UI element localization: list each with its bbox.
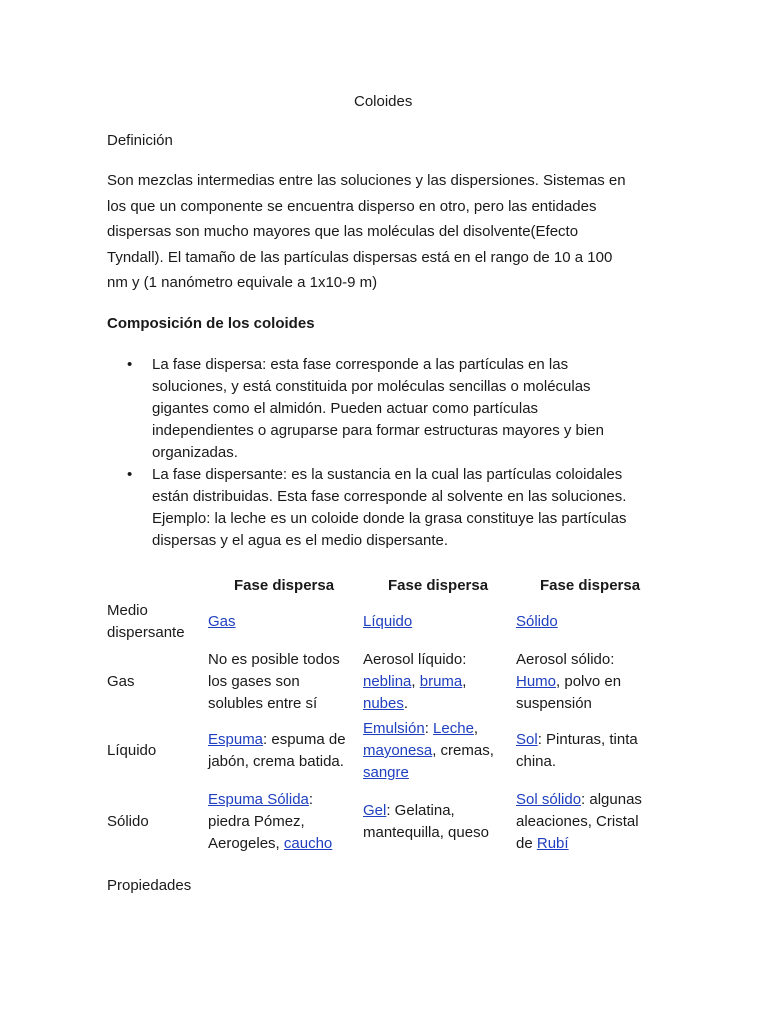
- cell-text: Aerogeles,: [208, 835, 284, 852]
- cell-line: [516, 729, 638, 751]
- cell-line: jabón, crema batida.: [208, 753, 344, 770]
- row-label-line: Medio: [107, 602, 148, 619]
- definition-line: dispersas son mucho mayores que las moléculas del disolvente(Efecto: [107, 223, 579, 240]
- bullet-list: [107, 354, 677, 552]
- table-header: Fase dispersa: [388, 577, 489, 594]
- page-title: Coloides: [354, 93, 413, 110]
- cell-line: [363, 762, 494, 784]
- definition-line: Tyndall). El tamaño de las partículas dispersas está en el rango de 10 a 100: [107, 248, 613, 266]
- link-sangre[interactable]: sangre: [363, 764, 409, 781]
- cell-text: ,: [473, 720, 479, 737]
- composition-heading: Composición de los coloides: [107, 315, 315, 332]
- cell-text: :: [424, 720, 434, 737]
- bullet-line: están distribuidas. Esta fase corresponde al solvente en las soluciones.: [152, 488, 627, 505]
- link-neblina[interactable]: neblina: [363, 673, 412, 690]
- row-label-liquido: Líquido: [107, 742, 157, 759]
- cell-text: :: [308, 791, 314, 808]
- cell-text: .: [403, 695, 409, 712]
- link-mayonesa[interactable]: mayonesa: [363, 742, 433, 759]
- cell-line: Aerosol sólido:: [516, 651, 615, 668]
- table-header: Fase dispersa: [540, 577, 641, 594]
- cell-line: [363, 671, 466, 693]
- row-label-line: dispersante: [107, 624, 185, 641]
- cell-line: solubles entre sí: [208, 695, 318, 712]
- cell-line: mantequilla, queso: [363, 824, 489, 841]
- bullet-line: La fase dispersante: es la sustancia en la cual las partículas coloidales: [152, 466, 623, 483]
- cell-text: : algunas: [581, 791, 642, 808]
- link-rubi[interactable]: Rubí: [536, 835, 569, 852]
- cell-text: , polvo en: [556, 673, 622, 690]
- link-bruma[interactable]: bruma: [419, 673, 463, 690]
- bullet-item: [107, 354, 677, 464]
- cell-line: No es posible todos: [208, 651, 340, 668]
- bullet-line: organizadas.: [152, 444, 238, 461]
- link-humo[interactable]: Humo: [516, 673, 557, 690]
- link-gas[interactable]: Gas: [208, 613, 236, 630]
- link-liquido[interactable]: Líquido: [363, 613, 413, 630]
- cell-line: [208, 729, 346, 751]
- table-cell: [363, 649, 466, 715]
- link-espuma[interactable]: Espuma: [208, 731, 264, 748]
- bullet-line: dispersas y el agua es el medio dispersante.: [152, 532, 449, 549]
- definition-line: los que un componente se encuentra disperso en otro, pero las entidades: [107, 197, 597, 215]
- link-espuma-solida[interactable]: Espuma Sólida: [208, 791, 309, 808]
- cell-line: [516, 671, 621, 693]
- cell-line: [516, 833, 642, 855]
- table-cell: [208, 649, 340, 715]
- definition-heading: Definición: [107, 132, 173, 149]
- cell-line: Aerosol líquido:: [363, 651, 467, 668]
- cell-line: china.: [516, 753, 557, 770]
- table-cell: [516, 611, 558, 633]
- link-sol[interactable]: Sol: [516, 731, 538, 748]
- link-emulsion[interactable]: Emulsión: [363, 720, 425, 737]
- bullet-item: [107, 464, 677, 552]
- bullet-line: La fase dispersa: esta fase corresponde a las partículas en las: [152, 356, 569, 373]
- definition-paragraph: [107, 168, 667, 296]
- bullet-dot-icon: •: [127, 466, 133, 483]
- cell-line: suspensión: [516, 695, 592, 712]
- cell-text: : Gelatina,: [386, 802, 455, 819]
- table-cell: [516, 729, 638, 773]
- cell-line: [516, 789, 642, 811]
- cell-line: [363, 693, 466, 715]
- cell-line: [363, 740, 494, 762]
- cell-text: ,: [462, 673, 467, 690]
- row-label-gas: Gas: [107, 673, 135, 690]
- cell-text: : espuma de: [263, 731, 346, 748]
- table-cell: [516, 789, 642, 855]
- bullet-line: soluciones, y está constituida por moléculas sencillas o moléculas: [152, 378, 591, 395]
- table-cell: [208, 729, 346, 773]
- cell-text: ,: [411, 673, 420, 690]
- bullet-line: gigantes como el almidón. Pueden actuar como partículas: [152, 400, 539, 417]
- cell-line: aleaciones, Cristal: [516, 813, 639, 830]
- table-cell: [363, 611, 412, 633]
- link-gel[interactable]: Gel: [363, 802, 387, 819]
- table-header: Fase dispersa: [234, 577, 335, 594]
- table-cell: [363, 800, 489, 844]
- link-caucho[interactable]: caucho: [283, 835, 333, 852]
- cell-line: [363, 718, 494, 740]
- row-label-medio: [107, 600, 185, 644]
- cell-text: de: [516, 835, 537, 852]
- table-cell: [208, 611, 236, 633]
- link-nubes[interactable]: nubes: [363, 695, 404, 712]
- cell-line: piedra Pómez,: [208, 813, 305, 830]
- bullet-line: independientes o agruparse para formar estructuras mayores y bien: [152, 422, 604, 439]
- cell-line: [208, 833, 332, 855]
- cell-text: , cremas,: [432, 742, 494, 759]
- definition-line: Son mezclas intermedias entre las soluciones y las dispersiones. Sistemas en: [107, 172, 626, 189]
- link-sol-solido[interactable]: Sol sólido: [516, 791, 582, 808]
- link-solido[interactable]: Sólido: [516, 613, 558, 630]
- row-label-solido: Sólido: [107, 813, 149, 830]
- definition-line: nm y (1 nanómetro equivale a 1x10-9 m): [107, 274, 378, 291]
- cell-text: : Pinturas, tinta: [537, 731, 638, 748]
- cell-line: los gases son: [208, 673, 300, 690]
- link-leche[interactable]: Leche: [433, 720, 474, 737]
- bullet-line: Ejemplo: la leche es un coloide donde la grasa constituye las partículas: [152, 510, 627, 527]
- bullet-dot-icon: •: [127, 356, 133, 373]
- table-cell: [363, 718, 494, 784]
- properties-heading: Propiedades: [107, 877, 192, 894]
- cell-line: [363, 800, 489, 822]
- cell-line: [208, 789, 332, 811]
- table-cell: [208, 789, 332, 855]
- table-cell: [516, 649, 621, 715]
